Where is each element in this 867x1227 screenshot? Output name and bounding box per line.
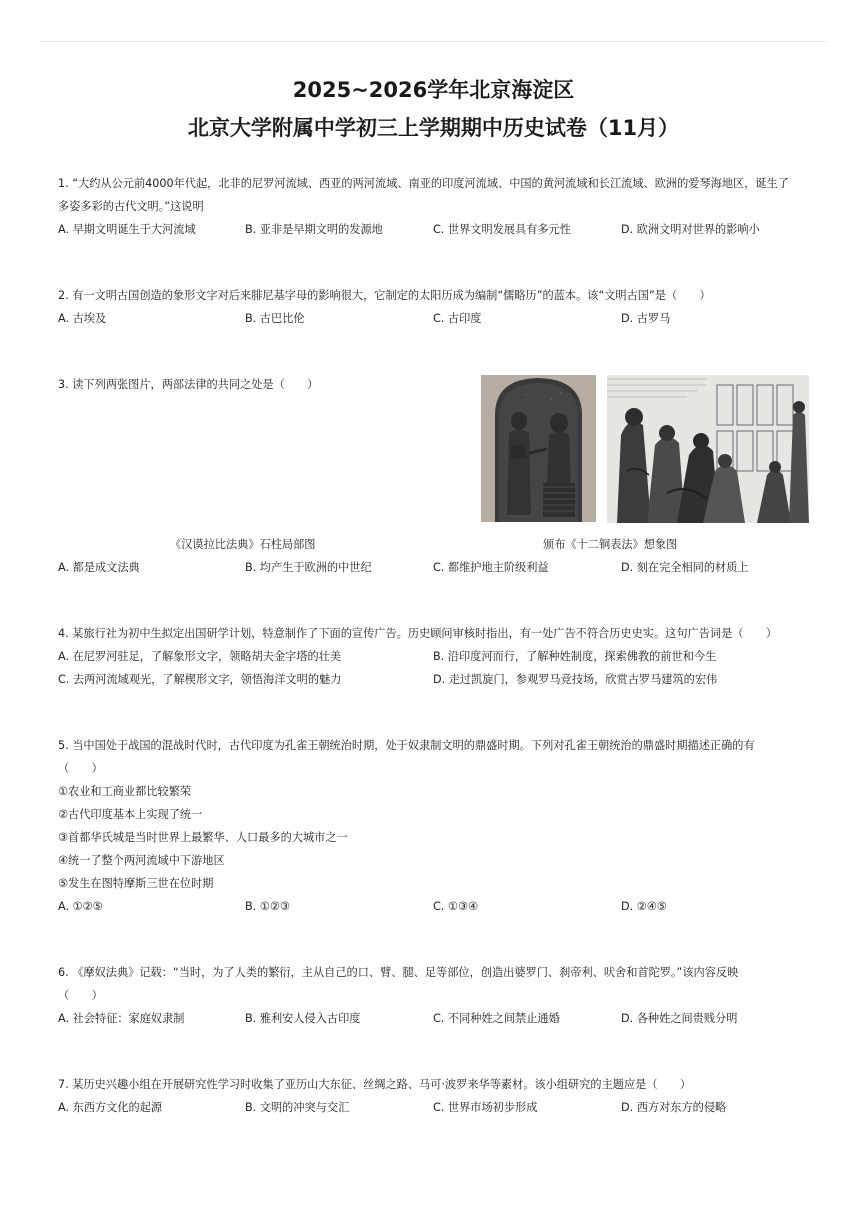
question-2-stem: 2. 有一文明古国创造的象形文字对后来腓尼基字母的影响很大，它制定的太阳历成为编制“儒略历”的蓝本。该“文明古国”是（ ） (58, 289, 711, 302)
question-4-option-c[interactable]: C. 去两河流域观光，了解楔形文字，领悟海洋文明的魅力 (58, 673, 342, 686)
question-5-item-4: ④统一了整个两河流域中下游地区 (58, 854, 225, 867)
question-3-stem: 3. 读下列两张图片，两部法律的共同之处是（ ） (58, 378, 319, 391)
hammurabi-stele-image (481, 375, 596, 522)
question-4-stem: 4. 某旅行社为初中生拟定出国研学计划，特意制作了下面的宣传广告。历史顾问审核时指出，有一处广告不符合历史史实。这句广告词是（ ） (58, 627, 778, 640)
question-6-stem-line1: 6. 《摩奴法典》记载：“当时，为了人类的繁衍，主从自己的口、臂、腿、足等部位，创造出婆罗门、刹帝利、吠舍和首陀罗。”该内容反映 (58, 966, 739, 979)
question-6-option-b[interactable]: B. 雅利安人侵入古印度 (245, 1012, 361, 1025)
question-2-option-c[interactable]: C. 古印度 (433, 312, 482, 325)
exam-title-line1: 2025~2026学年北京海淀区 (292, 78, 575, 102)
question-7-option-a[interactable]: A. 东西方文化的起源 (58, 1101, 163, 1114)
question-1-option-d[interactable]: D. 欧洲文明对世界的影响小 (621, 223, 760, 236)
question-7-option-c[interactable]: C. 世界市场初步形成 (433, 1101, 538, 1114)
question-5-option-a[interactable]: A. ①②⑤ (58, 900, 103, 913)
question-3-option-b[interactable]: B. 均产生于欧洲的中世纪 (245, 561, 372, 574)
question-2-option-b[interactable]: B. 古巴比伦 (245, 312, 305, 325)
question-5-option-d[interactable]: D. ②④⑤ (621, 900, 667, 913)
question-4-option-b[interactable]: B. 沿印度河而行，了解种姓制度，探索佛教的前世和今生 (433, 650, 717, 663)
hammurabi-image-caption: 《汉谟拉比法典》石柱局部图 (170, 538, 316, 551)
header-divider (40, 41, 827, 42)
question-5-stem-line1: 5. 当中国处于战国的混战时代时，古代印度为孔雀王朝统治时期，处于奴隶制文明的鼎盛时期。下列对孔雀王朝统治的鼎盛时期描述正确的有 (58, 739, 755, 752)
question-7-stem: 7. 某历史兴趣小组在开展研究性学习时收集了亚历山大东征、丝绸之路、马可·波罗来华等素材。该小组研究的主题应是（ ） (58, 1078, 692, 1091)
question-6-option-c[interactable]: C. 不同种姓之间禁止通婚 (433, 1012, 560, 1025)
question-1-option-b[interactable]: B. 亚非是早期文明的发源地 (245, 223, 383, 236)
question-5-item-1: ①农业和工商业都比较繁荣 (58, 785, 192, 798)
question-5-item-5: ⑤发生在图特摩斯三世在位时期 (58, 877, 214, 890)
question-5-item-3: ③首都华氏城是当时世界上最繁华、人口最多的大城市之一 (58, 831, 348, 844)
question-5-option-c[interactable]: C. ①③④ (433, 900, 479, 913)
question-7-option-b[interactable]: B. 文明的冲突与交汇 (245, 1101, 350, 1114)
question-5-stem-line2: （ ） (58, 762, 103, 775)
question-6-option-d[interactable]: D. 各种姓之间贵贱分明 (621, 1012, 738, 1025)
question-1-option-c[interactable]: C. 世界文明发展具有多元性 (433, 223, 571, 236)
twelve-tables-image-caption: 颁布《十二铜表法》想象图 (543, 538, 678, 551)
question-1-stem-line1: 1. “大约从公元前4000年代起，北非的尼罗河流域、西亚的两河流域、南亚的印度河流域、中国的黄河流域和长江流域、欧洲的爱琴海地区，诞生了 (58, 177, 789, 190)
question-5-item-2: ②古代印度基本上实现了统一 (58, 808, 203, 821)
exam-title-line2: 北京大学附属中学初三上学期期中历史试卷（11月） (187, 116, 680, 140)
twelve-tables-engraving-image (607, 375, 809, 523)
question-5-option-b[interactable]: B. ①②③ (245, 900, 290, 913)
question-3-option-d[interactable]: D. 刻在完全相同的材质上 (621, 561, 749, 574)
question-6-stem-line2: （ ） (58, 989, 103, 1002)
question-4-option-d[interactable]: D. 走过凯旋门，参观罗马竞技场，欣赏古罗马建筑的宏伟 (433, 673, 718, 686)
question-6-option-a[interactable]: A. 社会特征：家庭奴隶制 (58, 1012, 185, 1025)
question-2-option-a[interactable]: A. 古埃及 (58, 312, 107, 325)
question-2-option-d[interactable]: D. 古罗马 (621, 312, 671, 325)
question-7-option-d[interactable]: D. 西方对东方的侵略 (621, 1101, 727, 1114)
question-3-option-a[interactable]: A. 都是成文法典 (58, 561, 140, 574)
question-1-stem-line2: 多姿多彩的古代文明。”这说明 (58, 200, 204, 213)
question-3-option-c[interactable]: C. 都维护地主阶级利益 (433, 561, 549, 574)
question-1-option-a[interactable]: A. 早期文明诞生于大河流域 (58, 223, 196, 236)
question-4-option-a[interactable]: A. 在尼罗河驻足，了解象形文字，领略胡夫金字塔的壮美 (58, 650, 342, 663)
